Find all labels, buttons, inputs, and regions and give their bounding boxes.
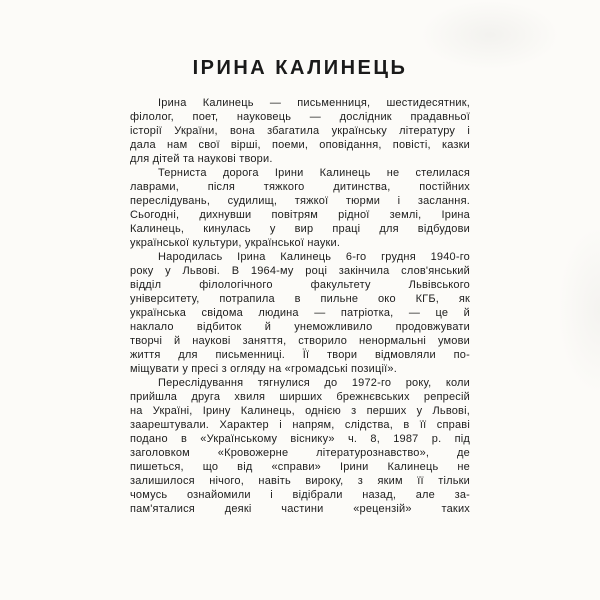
text-line: залишилося нічого, навіть вироку, з яким її тільки	[130, 475, 470, 487]
text-line: творчі й наукові заняття, створило ненормальні умови	[130, 335, 470, 347]
text-line: Переслідування тягнулися до 1972-го року, коли	[158, 377, 470, 389]
text-line: Ірина Калинець — письменниця, шестидесятник,	[158, 97, 470, 109]
body-text	[130, 96, 470, 516]
text-line: пишеться, що від «справи» Ірини Калинець не	[130, 461, 470, 473]
text-line: життя для письменниці. Її твори відмовляли по-	[130, 349, 470, 361]
text-line: дала нам свої вірші, поеми, оповідання, повісті, казки	[130, 139, 470, 151]
text-line: історії України, вона збагатила українську літературу і	[130, 125, 470, 137]
text-line: Народилась Ірина Калинець 6-го грудня 1940-го	[158, 251, 470, 263]
text-line: подано в «Українському віснику» ч. 8, 1987 р. під	[130, 433, 470, 445]
text-line: наклало відбиток й унеможливило продовжувати	[130, 321, 470, 333]
text-line: Сьогодні, дихнувши повітрям рідної землі, Ірина	[130, 209, 470, 221]
text-line: Калинець, кинулась у вир праці для відбудови	[130, 223, 470, 235]
text-line: міщувати у пресі з огляду на «громадські позиції».	[130, 363, 397, 375]
text-line: переслідувань, судилищ, тяжкої тюрми і заслання.	[130, 195, 470, 207]
text-line: відділ філологічного факультету Львівського	[130, 279, 470, 291]
text-line: філолог, поет, науковець — дослідник прадавньої	[130, 111, 470, 123]
text-line: української культури, української науки.	[130, 237, 341, 249]
text-line: для дітей та наукові твори.	[130, 153, 273, 165]
scan-artifact	[560, 230, 600, 390]
text-line: заарештували. Характер і напрям, слідства, в її справі	[130, 419, 470, 431]
text-line: чомусь ознайомили і відібрали назад, але за-	[130, 489, 470, 501]
text-line: університету, потрапила в пильне око КГБ, як	[130, 293, 470, 305]
text-line: на Україні, Ірину Калинець, однією з перших у Львові,	[130, 405, 470, 417]
text-line: Терниста дорога Ірини Калинець не стелилася	[158, 167, 470, 179]
text-line: пам'яталися деякі частини «рецензій» таких	[130, 503, 470, 515]
text-line: заголовком «Кровожерне літературознавство», де	[130, 447, 470, 459]
page-title: ІРИНА КАЛИНЕЦЬ	[192, 57, 408, 79]
text-line: лаврами, після тяжкого дитинства, постійних	[130, 181, 470, 193]
text-line: українська свідома людина — патріотка, — це й	[130, 307, 470, 319]
text-line: року у Львові. В 1964-му році закінчила слов'янський	[130, 265, 470, 277]
text-line: прийшла друга хвиля ширших брежнєвських репресій	[130, 391, 470, 403]
